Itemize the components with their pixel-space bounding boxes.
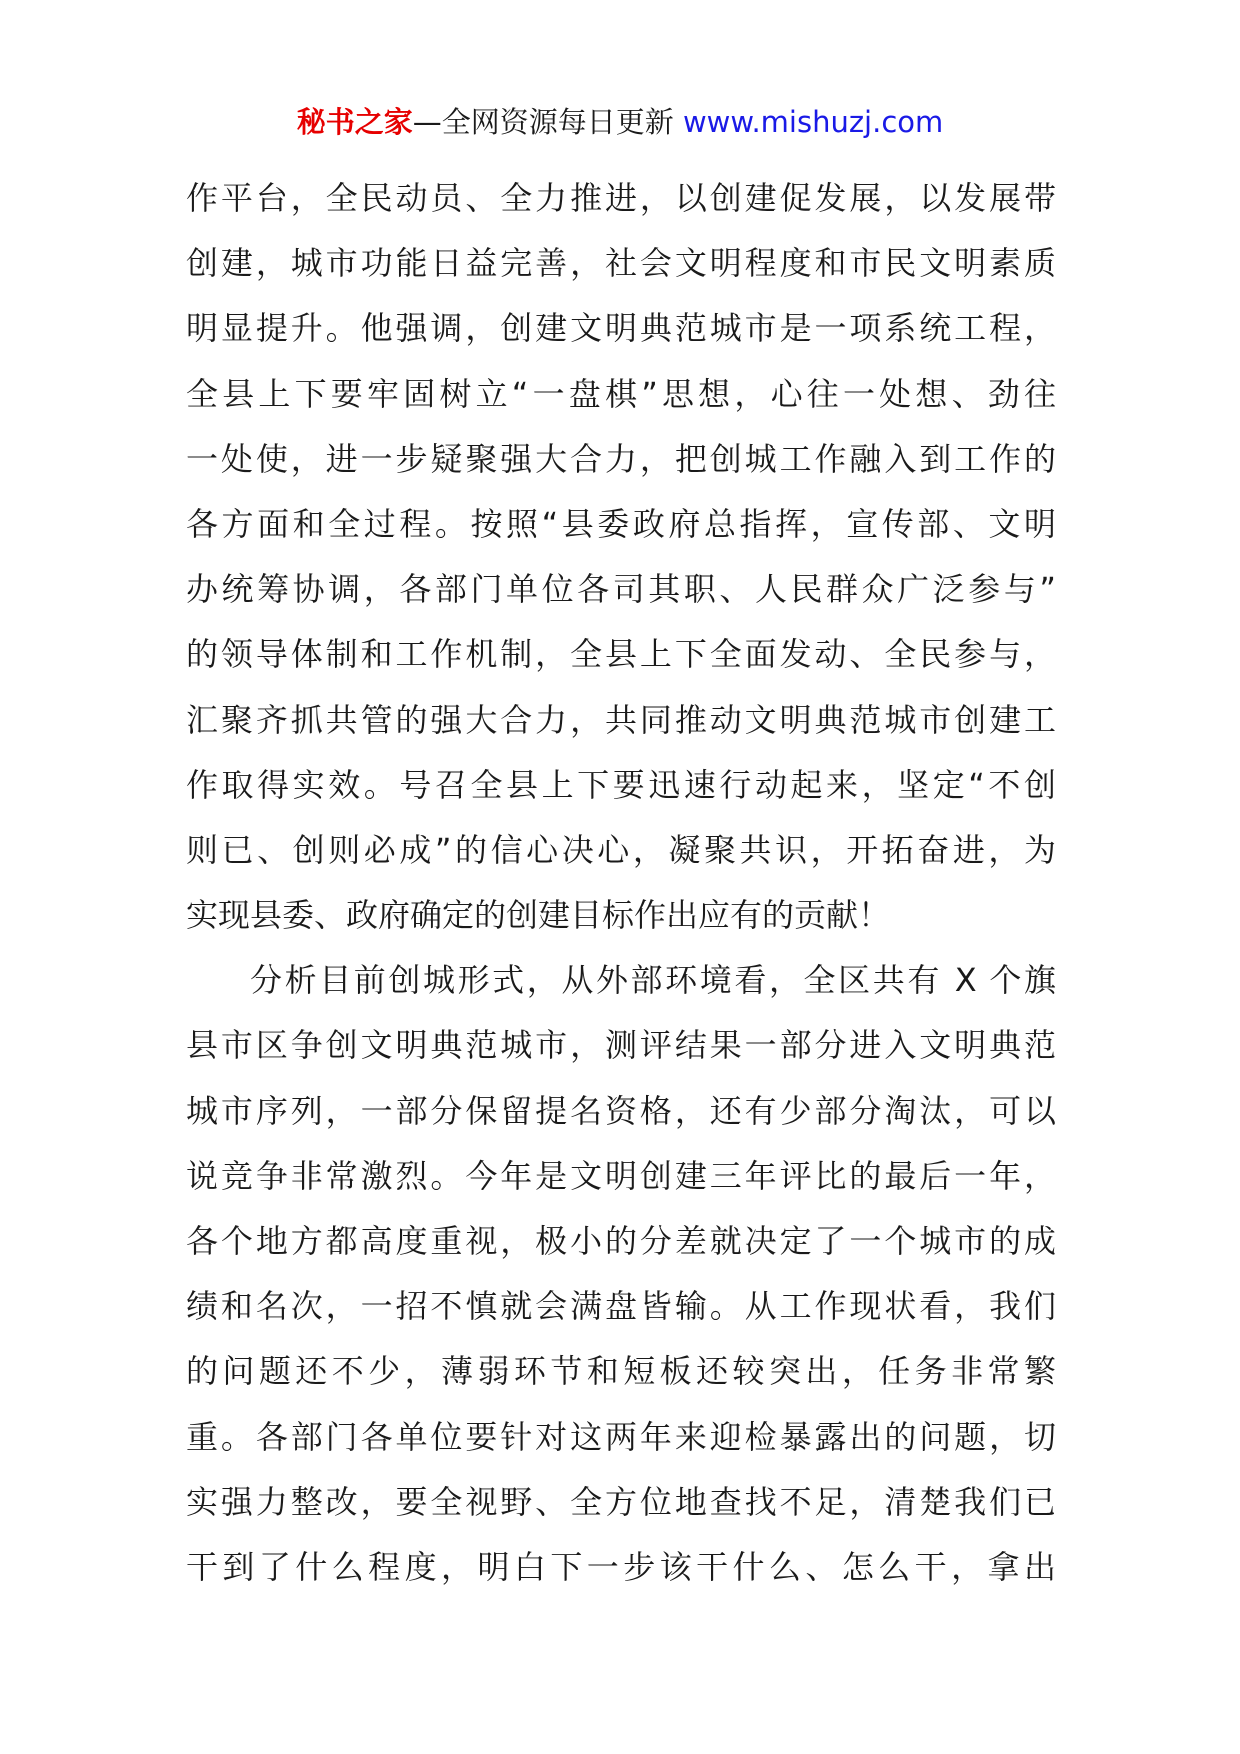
text-line: 一处使，进一步疑聚强大合力，把创城工作融入到工作的 bbox=[186, 439, 1056, 478]
text-line: 作平台，全民动员、全力推进，以创建促发展，以发展带 bbox=[186, 179, 1056, 217]
text-line: 汇聚齐抓共管的强大合力，共同推动文明典范城市创建工 bbox=[186, 700, 1056, 739]
header-slogan: —全网资源每日更新 bbox=[412, 105, 683, 139]
text-line: 全县上下要牢固树立“一盘棋”思想，心往一处想、劲往 bbox=[186, 374, 1056, 413]
text-line: 实强力整改，要全视野、全方位地查找不足，清楚我们已 bbox=[186, 1482, 1056, 1521]
text-line: 城市序列，一部分保留提名资格，还有少部分淘汰，可以 bbox=[186, 1091, 1056, 1130]
text-line: 的领导体制和工作机制，全县上下全面发动、全民参与， bbox=[186, 635, 1056, 674]
text-line: 办统筹协调，各部门单位各司其职、人民群众广泛参与” bbox=[186, 570, 1056, 609]
brand-name: 秘书之家 bbox=[296, 105, 413, 139]
text-line: 县市区争创文明典范城市，测评结果一部分进入文明典范 bbox=[186, 1026, 1056, 1065]
header-url-link[interactable]: www.mishuzj.com bbox=[682, 105, 944, 139]
text-line: 的问题还不少，薄弱环节和短板还较突出，任务非常繁 bbox=[186, 1352, 1056, 1391]
text-line: 作取得实效。号召全县上下要迅速行动起来，坚定“不创 bbox=[186, 765, 1056, 804]
text-line: 各个地方都高度重视，极小的分差就决定了一个城市的成 bbox=[186, 1222, 1056, 1260]
text-line: 绩和名次，一招不慎就会满盘皆输。从工作现状看，我们 bbox=[186, 1287, 1056, 1326]
text-line: 创建，城市功能日益完善，社会文明程度和市民文明素质 bbox=[186, 244, 1056, 283]
text-line: 则已、创则必成”的信心决心，凝聚共识，开拓奋进，为 bbox=[186, 830, 1056, 869]
paragraph-start-line: 分析目前创城形式，从外部环境看，全区共有 X 个旗 bbox=[250, 961, 1056, 1000]
text-line: 干到了什么程度，明白下一步该干什么、怎么干，拿出 bbox=[186, 1547, 1056, 1586]
text-line: 说竞争非常激烈。今年是文明创建三年评比的最后一年， bbox=[186, 1156, 1056, 1195]
page-header bbox=[0, 100, 1240, 144]
text-line: 明显提升。他强调，创建文明典范城市是一项系统工程， bbox=[186, 309, 1056, 348]
text-line: 各方面和全过程。按照“县委政府总指挥，宣传部、文明 bbox=[186, 504, 1056, 543]
document-body bbox=[186, 166, 1056, 1600]
paragraph-end-line: 实现县委、政府确定的创建目标作出应有的贡献！ bbox=[186, 896, 891, 935]
text-line: 重。各部门各单位要针对这两年来迎检暴露出的问题，切 bbox=[186, 1417, 1056, 1456]
